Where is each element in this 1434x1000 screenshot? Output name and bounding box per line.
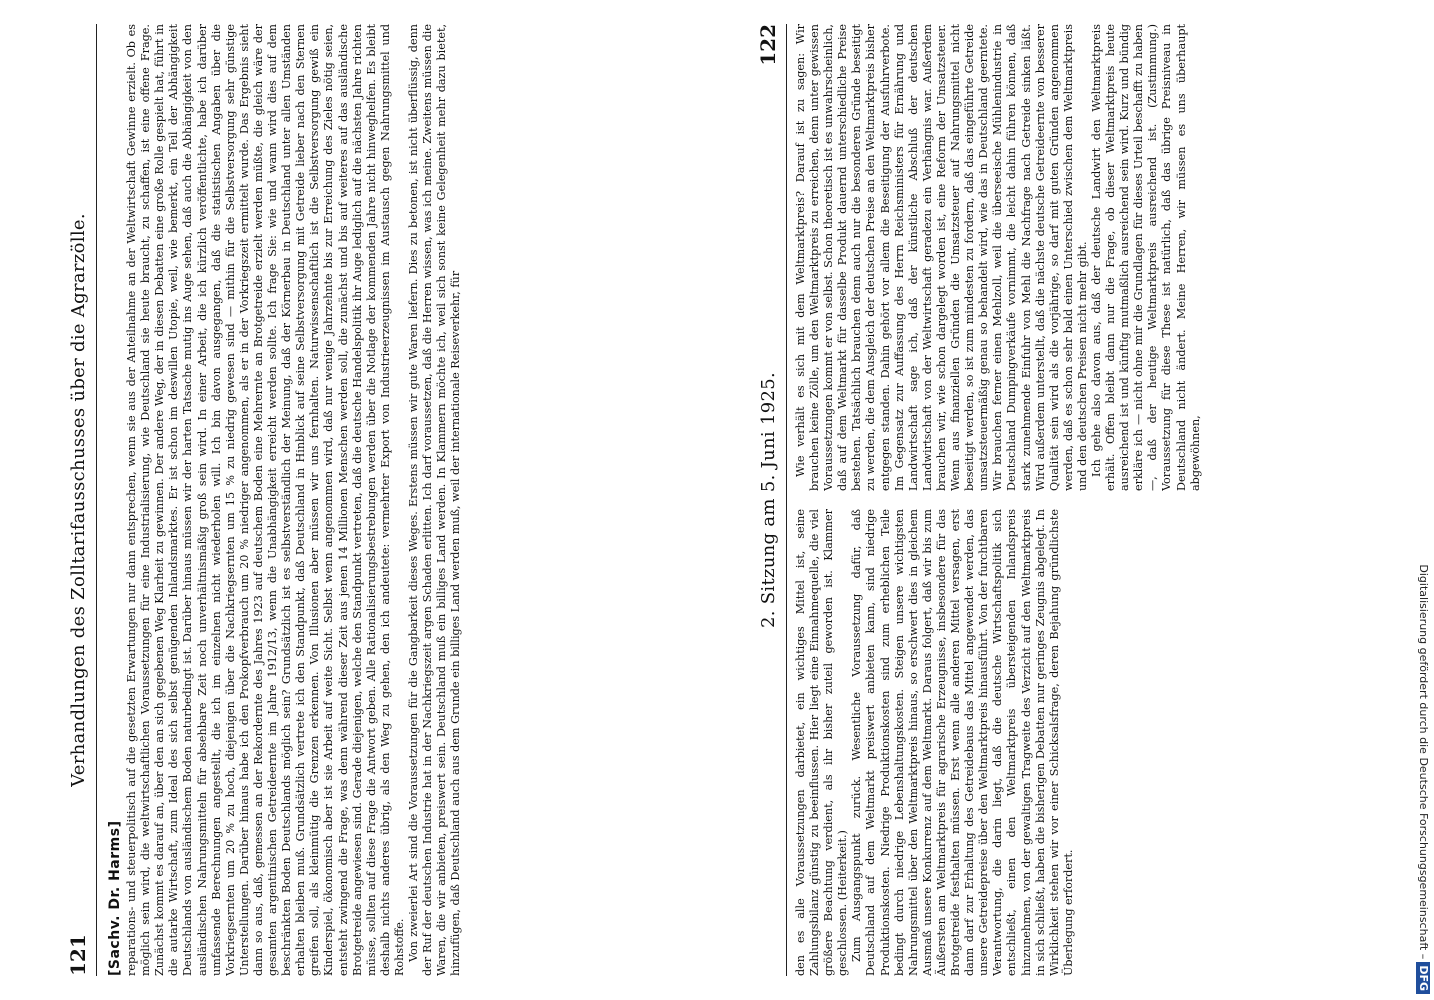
running-head-right <box>750 24 787 976</box>
paragraph: Von zweierlei Art sind die Voraussetzungen für die Gangbarkeit dieses Weges. Erstens müssen wir gute Waren liefern. Dies zu betonen, ist nicht überflüssig, denn der Ruf der deutschen Industrie hat in der Nachkriegszeit argen Schaden erlitten. Ich darf voraussetzen, daß die Herren wissen, was ich meine. Zweitens müssen die Waren, die wir anbieten, preiswert sein. Deutschland muß ein billiges Land werden. In Klammern möchte ich, weil sich sonst keine Gelegenheit mehr dazu bietet, hinzufügen, daß Deutschland auch aus dem Grunde ein billiges Land werden muß, weil der internationale Reiseverkehr, für <box>406 24 463 976</box>
page-number-right: 122 <box>756 24 780 66</box>
column-left-1 <box>104 24 684 976</box>
digitization-credit <box>1414 6 1432 994</box>
running-title-right: 2. Sitzung am 5. Juni 1925. <box>757 371 779 629</box>
dfg-logo: DFG <box>1416 962 1430 994</box>
page-121 <box>0 0 690 1000</box>
running-title-left: Verhandlungen des Zolltarifausschusses über die Agrarzölle. <box>67 213 89 787</box>
credit-text: Digitalisierung gefördert durch die Deutsche Forschungsgemeinschaft – <box>1417 564 1430 960</box>
columns-left <box>104 24 684 976</box>
paragraph: Wie verhält es sich mit dem Weltmarktpreis? Darauf ist zu sagen: Wir brauchen keine Zölle, um den Weltmarktpreis zu erreichen, denn unter gewissen Voraussetzungen kommt er von selbst. Schon theoretisch ist es unwahrscheinlich, daß auf dem Weltmarkt für dasselbe Produkt dauernd unterschiedliche Preise bestehen. Tatsächlich brauchen denn auch nur die besonderen Gründe beseitigt zu werden, die dem Ausgleich der deutschen Preise an den Weltmarktpreis bisher entgegen standen. Dahin gehört vor allem die Beseitigung der Ausfuhrverbote. Im Gegensatz zur Auffassung des Herrn Reichsministers für Ernährung und Landwirtschaft sage ich, daß der künstliche Abschluß der deutschen Landwirtschaft von der Weltwirtschaft geradezu ein Verhängnis war. Außerdem brauchen wir, wie schon dargelegt worden ist, eine Reform der Umsatzsteuer. Wenn aus finanziellen Gründen die Umsatzsteuer auf Nahrungsmittel nicht beseitigt werden, so ist zum mindesten zu fordern, daß das eingeführte Getreide umsatzsteuermäßig genau so behandelt wird, wie das in Deutschland geerntete. Wir brauchen ferner einen Mehlzoll, weil die überseeische Mühlenindustrie in Deutschland Dumpingverkäufe vornimmt, die leicht dahin führen können, daß stark zunehmende Einfuhr von Mehl die Nachfrage nach Getreide sinken läßt. Wird außerdem unterstellt, daß die nächste deutsche Getreideernte von besserer Qualität sein wird als die vorjährige, so darf mit guten Gründen angenommen werden, daß es schon sehr bald einen Unterschied zwischen dem Weltmarktpreis und den deutschen Preisen nicht mehr gibt. <box>794 24 1089 491</box>
paragraph: den es alle Voraussetzungen darbietet, ein wichtiges Mittel ist, seine Zahlungsbilanz günstig zu beeinflussen. Hier liegt eine Einnahmequelle, die viel größere Beachtung verdient, als ihr bisher zuteil geworden ist. Klammer geschlossen. (Heiterkeit.) <box>794 509 850 976</box>
running-head-left <box>60 24 97 976</box>
columns-right <box>794 24 1374 976</box>
paragraph: reparations- und steuerpolitisch auf die gesetzten Erwartungen nur dann entsprechen, wenn sie aus der Anteilnahme an der Weltwirtschaft Gewinne erzielt. Ob es möglich sein wird, die weltwirtschaftlichen Voraussetzungen für eine Industrialisierung, wie Deutschland sie heute braucht, zu schaffen, ist eine offene Frage. Zunächst kommt es darauf an, über den an sich gegebenen Weg Klarheit zu gewinnen. Der andere Weg, der in diesen Debatten eine große Rolle gespielt hat, führt in die autarke Wirtschaft, zum Ideal des sich selbst genügenden Inlandsmarktes. Er ist schon im deswillen Utopie, weil, wie bemerkt, ein Teil der Abhängigkeit Deutschlands von ausländischem Boden naturbedingt ist. Darüber hinaus müssen wir der harten Tatsache mutig ins Auge sehen, daß auch die Abhängigkeit von den ausländischen Nahrungsmitteln für absehbare Zeit noch unverhältnismäßig groß sein wird. In einer Arbeit, die ich kürzlich veröffentlichte, habe ich darüber umfassende Berechnungen angestellt, die ich im einzelnen nicht wiederholen will. Ich bin davon ausgegangen, daß die statistischen Angaben über die Vorkriegsernten um 20 % zu hoch, diejenigen über die Nachkriegsernten um 15 % zu niedrig gewesen sind — mithin für die Selbstversorgung sehr günstige Unterstellungen. Darüber hinaus habe ich den Prokopfverbrauch um 20 % niedriger angenommen, als er in der Vorkriegszeit ermittelt wurde. Das Ergebnis sieht dann so aus, daß, gemessen an der Rekordernte des Jahres 1923 auf deutschem Boden eine Mehrernte an Brotgetreide erzielt werden müßte, die gleich wäre der gesamten argentinischen Getreideernte im Jahre 1912/13, wenn die Unabhängigkeit erreicht werden sollte. Ich frage Sie: wie und wann wird dies auf dem beschränkten Boden Deutschlands möglich sein? Grundsätzlich ist es selbstverständlich der Meinung, daß der Körnerbau in Deutschland unter allen Umständen erhalten bleiben muß. Grundsätzlich vertrete ich den Standpunkt, daß Deutschland in Hinblick auf seine Selbstversorgung mit Getreide lieber nach den Sternen greifen soll, als kleinmütig die Grenzen erkennen. Von Illusionen aber müssen wir uns fernhalten. Naturwissenschaftlich ist die Selbstversorgung gewiß ein Kinderspiel, ökonomisch aber ist sie Arbeit auf weite Sicht. Selbst wenn angenommen wird, daß nur wenige Jahrzehnte bis zur Erreichung des Zieles nötig seien, entsteht zwingend die Frage, was denn während dieser Zeit aus jenen 14 Millionen Menschen werden soll, die zunächst und bis auf weiteres auf das ausländische Brotgetreide angewiesen sind. Gerade diejenigen, welche den Standpunkt vertreten, daß die deutsche Handelspolitik ihr Auge lediglich auf die nächsten Jahre richten müsse, sollten auf diese Frage die Antwort geben. Alle Rationalisierungsbestrebungen werden über die Notlage der kommenden Jahre nicht hinweghelfen. Es bleibt deshalb nichts anderes übrig, als den Weg zu gehen, den ich andeutete: vermehrter Export von Industrieerzeugnissen im Austausch gegen Nahrungsmittel und Rohstoffe. <box>125 24 406 976</box>
column-right-2 <box>794 24 1374 491</box>
speaker-label: [Sachv. Dr. Harms] <box>107 820 123 976</box>
column-right-1 <box>794 509 1374 976</box>
paragraph: Zum Ausgangspunkt zurück. Wesentliche Voraussetzung dafür, daß Deutschland auf dem Weltmarkt preiswert anbieten kann, sind niedrige Produktionskosten. Niedrige Produktionskosten sind zum erheblichen Teile bedingt durch niedrige Lebenshaltungskosten. Steigen unsere wichtigsten Nahrungsmittel über den Weltmarktpreis hinaus, so erschwert dies in gleichem Ausmaß unsere Konkurrenz auf dem Weltmarkt. Daraus folgert, daß wir bis zum Äußersten am Weltmarktpreis für agrarische Erzeugnisse, insbesondere für das Brotgetreide festhalten müssen. Erst wenn alle anderen Mittel versagen, erst dann darf zur Erhaltung des Getreidebaus das Mittel angewendet werden, das unsere Getreidepreise über den Weltmarktpreis hinausführt. Von der furchtbaren Verantwortung, die darin liegt, daß die deutsche Wirtschaftspolitik sich entschließt, einen den Weltmarktpreis übersteigenden Inlandspreis hinzunehmen, von der gewaltigen Tragweite des Verzicht auf den Weltmarktpreis in sich schließt, haben die bisherigen Debatten nur geringes Zeugnis abgelegt. In Wirklichkeit stehen wir vor einer Schicksalsfrage, deren Bejahung gründlichste Überlegung erfordert. <box>850 509 1075 976</box>
paragraph: Ich gehe also davon aus, daß der deutsche Landwirt den Weltmarktpreis erhält. Offen bleibt dann nur die Frage, ob dieser Weltmarktpreis heute ausreichend ist und künftig mutmaßlich ausreichend sein wird. Kurz und bündig erkläre ich — nicht ohne mir die Grundlagen für dieses Urteil beschafft zu haben —, daß der heutige Weltmarktpreis ausreichend ist. (Zustimmung.) Voraussetzung für diese These ist natürlich, daß das übrige Preisniveau in Deutschland nicht ändert. Meine Herren, wir müssen es uns überhaupt abgewöhnen, <box>1089 24 1202 491</box>
page-number-left: 121 <box>66 934 90 976</box>
page-122 <box>690 0 1380 1000</box>
credit-line <box>1414 6 1432 994</box>
